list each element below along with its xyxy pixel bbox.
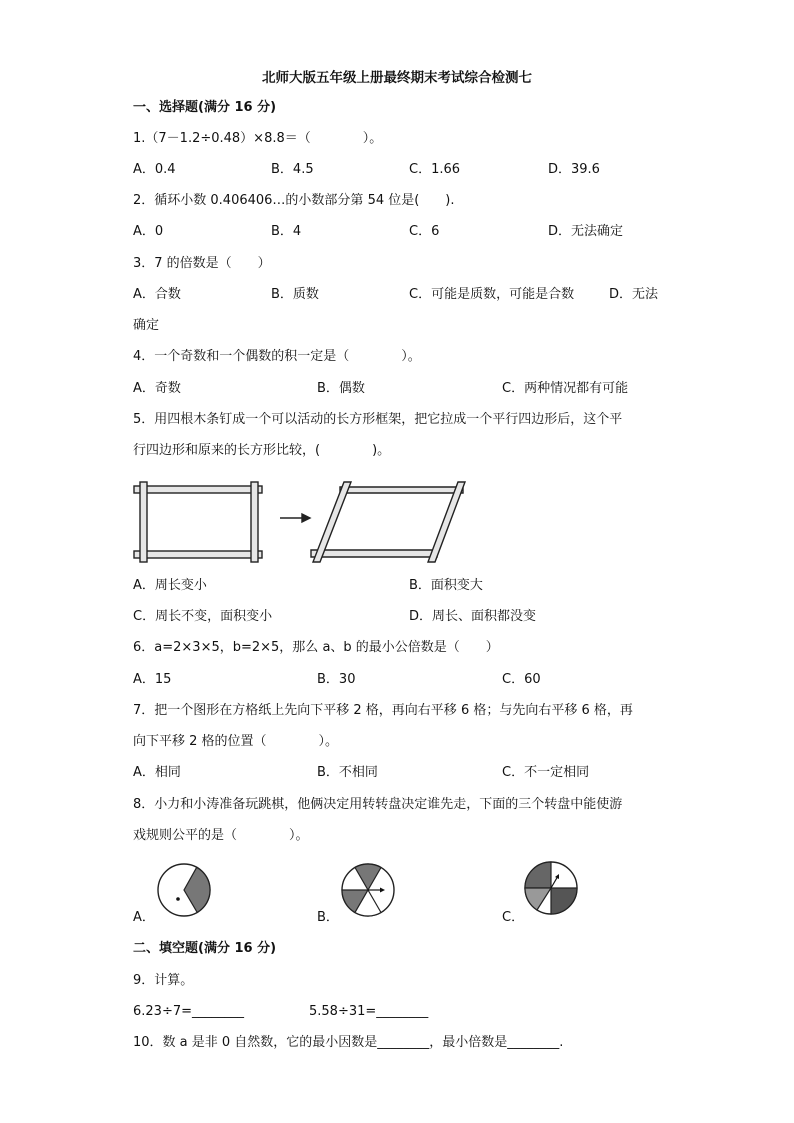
question-7-stem-line2: 向下平移 2 格的位置（ ）。	[133, 734, 339, 749]
question-4-option-b[interactable]: B．偶数	[317, 381, 365, 396]
question-5-stem-line1: 5．用四根木条钉成一个可以活动的长方形框架，把它拉成一个平行四边形后，这个平	[133, 412, 623, 427]
question-5-option-b[interactable]: B．面积变大	[409, 578, 483, 593]
question-3-option-a[interactable]: A．合数	[133, 287, 181, 302]
rectangle-to-parallelogram-figure	[130, 480, 470, 566]
question-5-stem-line2: 行四边形和原来的长方形比较，( )。	[133, 443, 391, 458]
question-8-option-b[interactable]: B．	[317, 910, 339, 925]
question-5-option-d[interactable]: D．周长、面积都没变	[409, 609, 537, 624]
question-1-option-c[interactable]: C．1.66	[409, 162, 461, 177]
rectangle-frame	[134, 482, 262, 562]
question-3-option-b[interactable]: B．质数	[271, 287, 319, 302]
question-8-option-c[interactable]: C．	[502, 910, 525, 925]
question-6-option-c[interactable]: C．60	[502, 672, 541, 687]
question-2-option-c[interactable]: C．6	[409, 224, 440, 239]
question-3-option-d[interactable]: D．无法	[609, 287, 659, 302]
question-3-option-c[interactable]: C．可能是质数，可能是合数	[409, 287, 575, 302]
question-8-stem-line1: 8．小力和小涛准备玩跳棋，他俩决定用转转盘决定谁先走，下面的三个转盘中能使游	[133, 797, 623, 812]
question-6-stem: 6．a=2×3×5，b=2×5，那么 a、b 的最小公倍数是（ ）	[133, 640, 499, 655]
question-1-option-a[interactable]: A．0.4	[133, 162, 176, 177]
question-3-option-d-continuation: 确定	[133, 318, 160, 333]
arrow-right-icon	[280, 514, 310, 522]
question-1-stem: 1.（7－1.2÷0.48）×8.8＝（ ）。	[133, 131, 383, 146]
section-heading-choice: 一、选择题(满分 16 分)	[133, 100, 277, 115]
question-4-option-a[interactable]: A．奇数	[133, 381, 181, 396]
question-1-option-b[interactable]: B．4.5	[271, 162, 314, 177]
question-7-option-c[interactable]: C．不一定相同	[502, 765, 590, 780]
parallelogram-frame	[311, 482, 465, 562]
question-7-option-a[interactable]: A．相同	[133, 765, 181, 780]
question-2-option-d[interactable]: D．无法确定	[548, 224, 624, 239]
question-9-expr-2[interactable]: 5.58÷31=________	[309, 1004, 429, 1019]
question-5-option-a[interactable]: A．周长变小	[133, 578, 207, 593]
question-10-stem[interactable]: 10．数 a 是非 0 自然数，它的最小因数是________，最小倍数是________.	[133, 1035, 564, 1050]
question-2-option-b[interactable]: B．4	[271, 224, 302, 239]
spinner-b-icon	[339, 863, 399, 919]
question-7-option-b[interactable]: B．不相同	[317, 765, 378, 780]
question-2-stem: 2．循环小数 0.406406…的小数部分第 54 位是( ).	[133, 193, 455, 208]
section-heading-fill: 二、填空题(满分 16 分)	[133, 941, 277, 956]
question-1-option-d[interactable]: D．39.6	[548, 162, 600, 177]
question-5-option-c[interactable]: C．周长不变，面积变小	[133, 609, 273, 624]
question-3-stem: 3．7 的倍数是（ ）	[133, 256, 271, 271]
question-9-expr-1[interactable]: 6.23÷7=________	[133, 1004, 245, 1019]
spinner-a-icon	[155, 863, 215, 919]
question-8-stem-line2: 戏规则公平的是（ ）。	[133, 828, 309, 843]
question-6-option-a[interactable]: A．15	[133, 672, 172, 687]
question-6-option-b[interactable]: B．30	[317, 672, 356, 687]
question-9-stem: 9．计算。	[133, 973, 194, 988]
spinner-c-icon	[522, 860, 582, 916]
page-title: 北师大版五年级上册最终期末考试综合检测七	[262, 70, 532, 86]
question-4-option-c[interactable]: C．两种情况都有可能	[502, 381, 629, 396]
question-2-option-a[interactable]: A．0	[133, 224, 164, 239]
question-7-stem-line1: 7．把一个图形在方格纸上先向下平移 2 格，再向右平移 6 格；与先向右平移 6 格，再	[133, 703, 633, 718]
question-4-stem: 4．一个奇数和一个偶数的积一定是（ ）。	[133, 349, 421, 364]
question-8-option-a[interactable]: A．	[133, 910, 155, 925]
